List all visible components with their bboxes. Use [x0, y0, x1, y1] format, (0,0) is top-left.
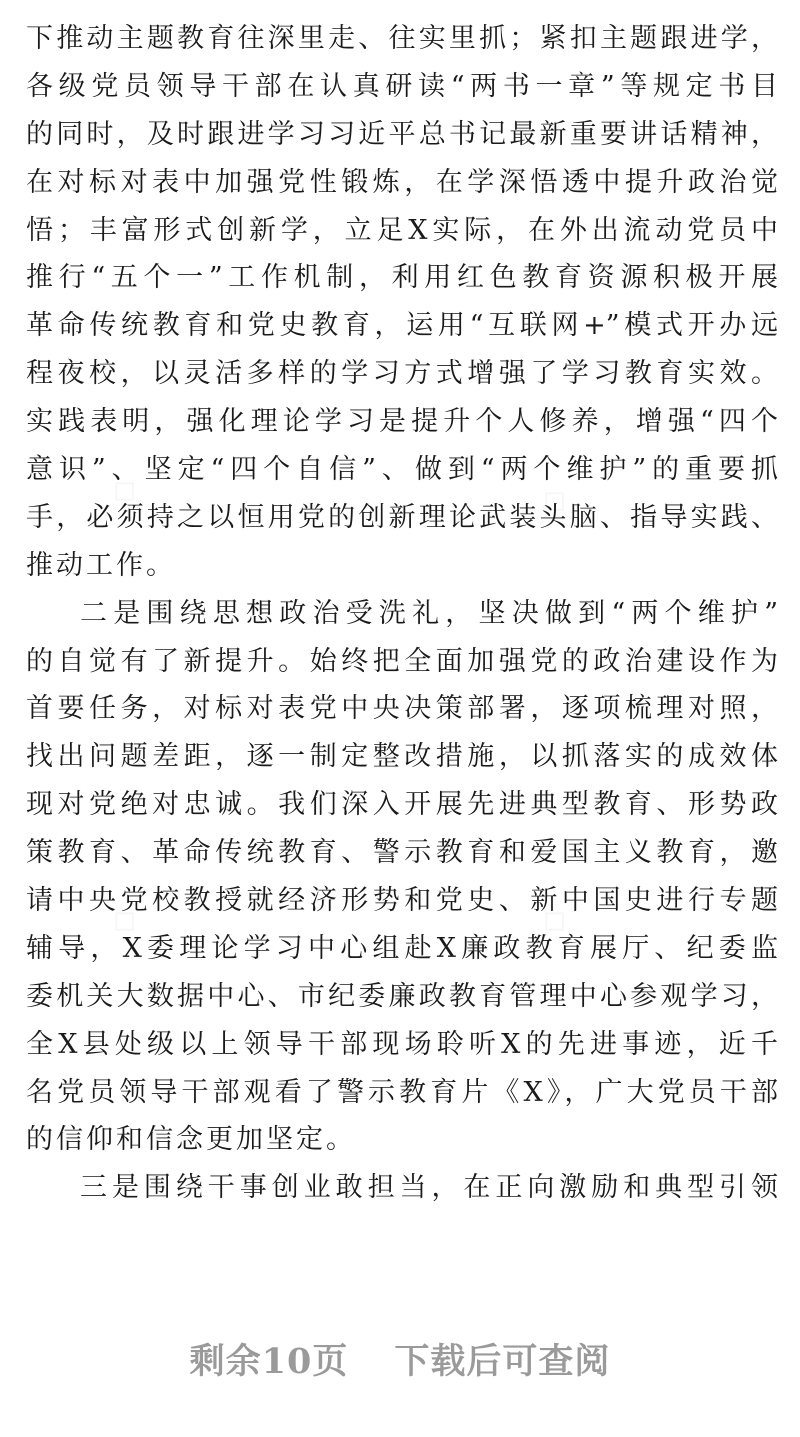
- text-line: 的自觉有了新提升。始终把全面加强党的政治建设作为: [26, 645, 778, 677]
- text-line: 找出问题差距，逐一制定整改措施，以抓落实的成效体: [26, 741, 778, 773]
- text-line: 意识”、坚定“四个自信”、做到“两个维护”的重要抓: [26, 454, 778, 486]
- text-line: 手，必须持之以恒用党的创新理论武装头脑、指导实践、: [26, 501, 778, 533]
- text-line: 请中央党校教授就经济形势和党史、新中国史进行专题: [26, 885, 778, 917]
- paragraph-start-line: 二是围绕思想政治受洗礼，坚决做到“两个维护”: [80, 597, 778, 629]
- text-line: 策教育、革命传统教育、警示教育和爱国主义教育，邀: [26, 837, 778, 869]
- text-line: 的同时，及时跟进学习习近平总书记最新重要讲话精神，: [26, 118, 778, 150]
- text-line: 实践表明，强化理论学习是提升个人修养，增强“四个: [26, 406, 778, 438]
- text-line: 程夜校，以灵活多样的学习方式增强了学习教育实效。: [26, 358, 778, 390]
- text-line: 委机关大数据中心、市纪委廉政教育管理中心参观学习，: [26, 980, 778, 1012]
- text-line: 的信仰和信念更加坚定。: [26, 1124, 356, 1156]
- text-line: 辅导，X委理论学习中心组赴X廉政教育展厅、纪委监: [26, 932, 778, 964]
- paragraph-start-line: 三是围绕干事创业敢担当，在正向激励和典型引领: [80, 1172, 778, 1204]
- text-line: 悟；丰富形式创新学，立足X实际，在外出流动党员中: [26, 214, 778, 246]
- text-line: 革命传统教育和党史教育，运用“互联网+”模式开办远: [26, 310, 778, 342]
- text-line: 推行“五个一”工作机制，利用红色教育资源积极开展: [26, 262, 778, 294]
- text-line: 名党员领导干部观看了警示教育片《X》，广大党员干部: [26, 1076, 778, 1108]
- text-line: 各级党员领导干部在认真研读“两书一章”等规定书目: [26, 70, 778, 102]
- text-line: 现对党绝对忠诚。我们深入开展先进典型教育、形势政: [26, 789, 778, 821]
- text-line: 全X县处级以上领导干部现场聆听X的先进事迹，近千: [26, 1028, 778, 1060]
- text-line: 在对标对表中加强党性锻炼，在学深悟透中提升政治觉: [26, 166, 778, 198]
- text-line: 下推动主题教育往深里走、往实里抓；紧扣主题跟进学，: [26, 23, 778, 54]
- remaining-pages-label: 剩余10页: [189, 1341, 349, 1382]
- text-line: 首要任务，对标对表党中央决策部署，逐项梳理对照，: [26, 693, 778, 725]
- document-body: [26, 15, 778, 1212]
- text-line: 推动工作。: [26, 549, 176, 581]
- download-prompt[interactable]: [0, 1334, 800, 1384]
- download-to-view-label[interactable]: 下载后可查阅: [394, 1341, 611, 1382]
